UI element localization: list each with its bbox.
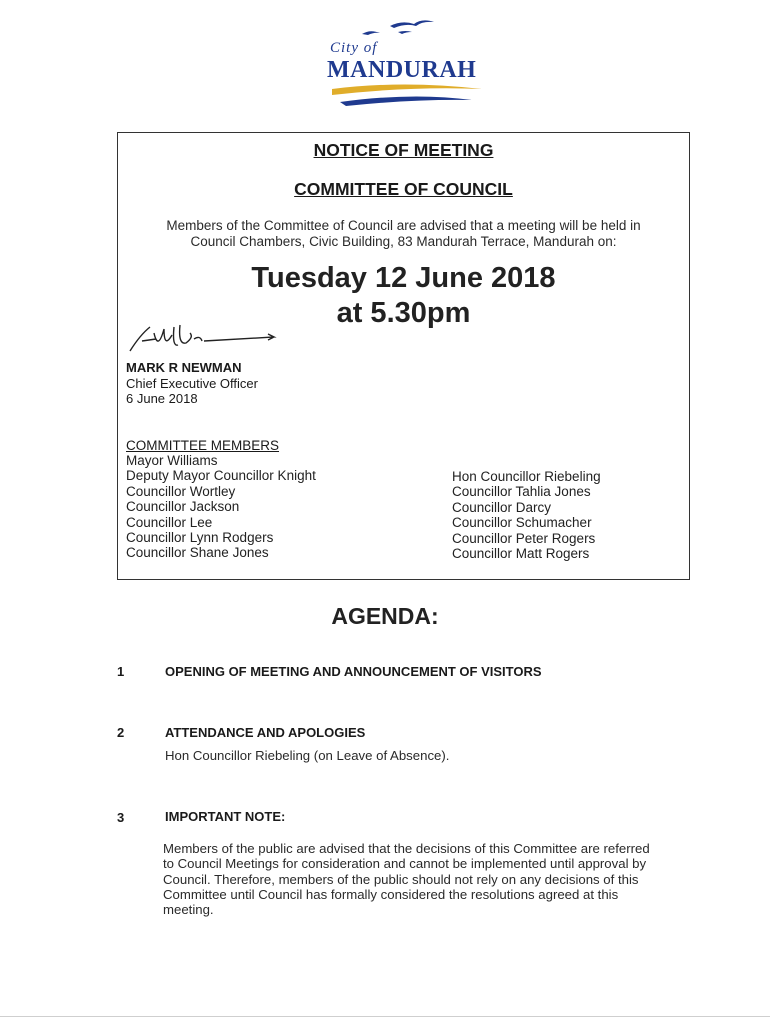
member-item: Councillor Tahlia Jones <box>452 484 591 500</box>
member-item: Councillor Peter Rogers <box>452 530 596 546</box>
intro-line-2: Council Chambers, Civic Building, 83 Mandurah Terrace, Mandurah on: <box>190 234 617 249</box>
paragraph-line: Members of the public are advised that the decisions of this Committee are referred <box>163 841 650 856</box>
paragraph-line: to Council Meetings for consideration and cannot be implemented until approval by <box>163 856 647 872</box>
member-item: Councillor Jackson <box>126 499 240 515</box>
paragraph-line: Council. Therefore, members of the public should not rely on any decisions of this <box>163 871 639 887</box>
signatory-name: MARK R NEWMAN <box>126 360 242 375</box>
paragraph-line: Committee until Council has formally considered the resolutions agreed at this <box>163 886 619 902</box>
intro-line-1: Members of the Committee of Council are advised that a meeting will be held in <box>166 218 641 233</box>
agenda-title: AGENDA: <box>331 603 439 629</box>
signatory-role: Chief Executive Officer <box>126 376 258 391</box>
agenda-item-paragraph <box>163 841 650 917</box>
meeting-time: at 5.30pm <box>336 297 471 329</box>
agenda-item-heading: IMPORTANT NOTE: <box>165 809 286 824</box>
agenda-item-heading: ATTENDANCE AND APOLOGIES <box>165 725 366 740</box>
paragraph-line: meeting. <box>163 902 214 918</box>
member-item: Councillor Wortley <box>126 483 236 499</box>
member-item: Councillor Shane Jones <box>126 545 269 561</box>
agenda-item-number: 1 <box>117 664 125 679</box>
agenda-item-heading: OPENING OF MEETING AND ANNOUNCEMENT OF VISITORS <box>165 664 542 679</box>
member-item: Councillor Schumacher <box>452 515 592 531</box>
page-edge-divider <box>0 1016 770 1017</box>
notice-box <box>117 132 690 580</box>
member-item: Hon Councillor Riebeling <box>452 469 601 484</box>
member-item: Councillor Darcy <box>452 499 552 515</box>
members-heading: COMMITTEE MEMBERS <box>126 438 280 453</box>
agenda-item-text: Hon Councillor Riebeling (on Leave of Absence). <box>165 748 450 763</box>
logo-name: MANDURAH <box>327 57 477 83</box>
agenda-item-number: 2 <box>117 725 125 740</box>
member-item: Mayor Williams <box>126 453 218 468</box>
signature-icon <box>124 321 284 357</box>
logo-city-of: City of <box>330 40 378 56</box>
member-item: Councillor Lee <box>126 514 213 530</box>
members-right-list <box>452 469 601 561</box>
signatory-date: 6 June 2018 <box>126 391 198 406</box>
members-left-list <box>126 453 316 561</box>
member-item: Councillor Matt Rogers <box>452 546 590 562</box>
waves-icon <box>322 80 492 120</box>
agenda-item-number: 3 <box>117 810 125 825</box>
meeting-date: Tuesday 12 June 2018 <box>251 262 556 294</box>
member-item: Councillor Lynn Rodgers <box>126 530 274 546</box>
notice-title: NOTICE OF MEETING <box>313 140 494 160</box>
committee-title: COMMITTEE OF COUNCIL <box>294 179 513 199</box>
member-item: Deputy Mayor Councillor Knight <box>126 468 316 484</box>
city-logo <box>322 12 492 114</box>
